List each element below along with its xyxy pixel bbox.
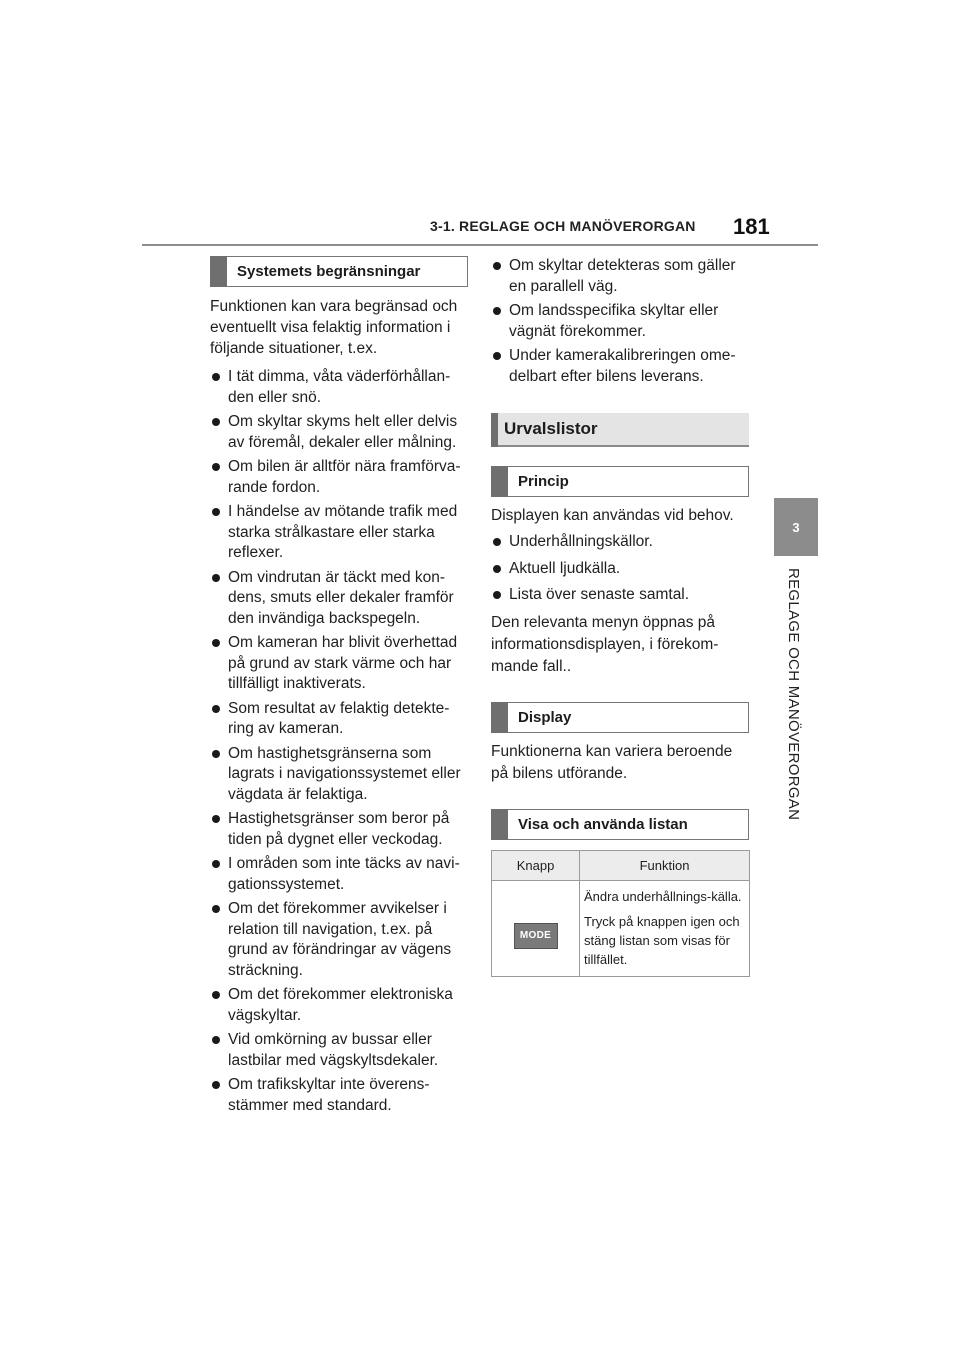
subheading-display	[491, 702, 749, 733]
left-column	[210, 256, 468, 1120]
list-item: Om vindrutan är täckt med kon-dens, smuts eller dekaler framför den invändiga backspegeln.	[210, 568, 468, 630]
list-item: Under kamerakalibreringen ome-delbart efter bilens leverans.	[491, 346, 749, 387]
list-item: Om bilen är alltför nära framförva-rande fordon.	[210, 457, 468, 498]
bullet-icon	[212, 905, 220, 913]
intro-paragraph: Funktionen kan vara begränsad och eventuellt visa felaktig information i följande situationer, t.ex.	[210, 298, 458, 357]
column-header-funktion: Funktion	[580, 850, 750, 880]
bullet-icon	[212, 860, 220, 868]
list-item: Om trafikskyltar inte överens-stämmer med standard.	[210, 1075, 468, 1116]
page-number: 181	[733, 214, 770, 239]
list-item: Som resultat av felaktig detekte-ring av kameran.	[210, 699, 468, 740]
subheading-label: Visa och använda listan	[518, 815, 688, 833]
list-item: Om det förekommer avvikelser i relation till navigation, t.ex. på grund av förändringar av vägens sträckning.	[210, 899, 468, 981]
table-row	[492, 880, 750, 976]
chapter-title: 3-1. REGLAGE OCH MANÖVERORGAN	[430, 218, 696, 234]
list-item: Om hastighetsgränserna som lagrats i navigationssystemet eller vägdata är felaktiga.	[210, 744, 468, 806]
list-item: Om landsspecifika skyltar eller vägnät förekommer.	[491, 301, 749, 342]
right-column	[491, 256, 749, 977]
bullet-icon	[212, 705, 220, 713]
table-cell-button	[492, 880, 580, 976]
bullet-icon	[212, 815, 220, 823]
section-marker	[491, 466, 508, 497]
section-heading-label: Urvalslistor	[504, 419, 598, 438]
list-item: Om det förekommer elektroniska vägskyltar.	[210, 985, 468, 1026]
column-header-knapp: Knapp	[492, 850, 580, 880]
section-marker	[491, 702, 508, 733]
bullet-icon	[493, 262, 501, 270]
bullet-icon	[212, 463, 220, 471]
bullet-icon	[212, 1081, 220, 1089]
bullet-icon	[493, 591, 501, 599]
table-cell-function	[580, 880, 750, 976]
list-item: Lista över senaste samtal.	[491, 585, 749, 606]
bullet-icon	[493, 352, 501, 360]
bullet-icon	[493, 565, 501, 573]
subheading-label: Princip	[518, 473, 569, 490]
section-marker	[491, 809, 508, 840]
bullet-icon	[212, 750, 220, 758]
bullet-icon	[493, 307, 501, 315]
bullet-icon	[212, 639, 220, 647]
list-item: Om kameran har blivit överhettad på grund av stark värme och har tillfälligt inaktiverats.	[210, 633, 468, 695]
function-text: Ändra underhållnings-källa.	[584, 888, 742, 904]
chapter-tab: 3	[774, 498, 818, 556]
list-item: Aktuell ljudkälla.	[491, 559, 749, 580]
princip-paragraph-2: Den relevanta menyn öppnas på informationsdisplayen, i förekom-mande fall..	[491, 613, 719, 675]
function-table	[491, 850, 750, 977]
limitation-list-continued	[491, 256, 749, 387]
subheading-label: Display	[518, 708, 572, 726]
bullet-icon	[212, 508, 220, 516]
list-item: Om skyltar detekteras som gäller en parallell väg.	[491, 256, 749, 297]
bullet-icon	[212, 418, 220, 426]
list-item: I områden som inte täcks av navi-gationssystemet.	[210, 854, 468, 895]
table-header-row	[492, 850, 750, 880]
bullet-icon	[493, 538, 501, 546]
section-heading-label: Systemets begränsningar	[237, 263, 421, 280]
section-marker	[491, 413, 498, 447]
list-item: I tät dimma, våta väderförhållan-den eller snö.	[210, 367, 468, 408]
list-item: Hastighetsgränser som beror på tiden på dygnet eller veckodag.	[210, 809, 468, 850]
limitation-list	[210, 367, 468, 1116]
bullet-icon	[212, 1036, 220, 1044]
subheading-show-list	[491, 809, 749, 840]
header-divider	[142, 244, 818, 246]
list-item: Underhållningskällor.	[491, 532, 749, 553]
chapter-side-label: REGLAGE OCH MANÖVERORGAN	[785, 568, 802, 821]
princip-list	[491, 532, 749, 606]
bullet-icon	[212, 574, 220, 582]
mode-button-icon: MODE	[514, 923, 558, 949]
section-heading-selection-lists	[491, 413, 749, 447]
section-marker	[210, 256, 227, 287]
list-item: I händelse av mötande trafik med starka strålkastare eller starka reflexer.	[210, 502, 468, 564]
bullet-icon	[212, 373, 220, 381]
section-heading-system-limits	[210, 256, 468, 287]
list-item: Vid omkörning av bussar eller lastbilar med vägskyltsdekaler.	[210, 1030, 468, 1071]
princip-paragraph: Displayen kan användas vid behov.	[491, 507, 734, 524]
list-item: Om skyltar skyms helt eller delvis av föremål, dekaler eller målning.	[210, 412, 468, 453]
function-text: Tryck på knappen igen och stäng listan som visas för tillfället.	[584, 913, 740, 967]
subheading-princip	[491, 466, 749, 497]
display-paragraph: Funktionerna kan variera beroende på bilens utförande.	[491, 742, 733, 782]
bullet-icon	[212, 991, 220, 999]
